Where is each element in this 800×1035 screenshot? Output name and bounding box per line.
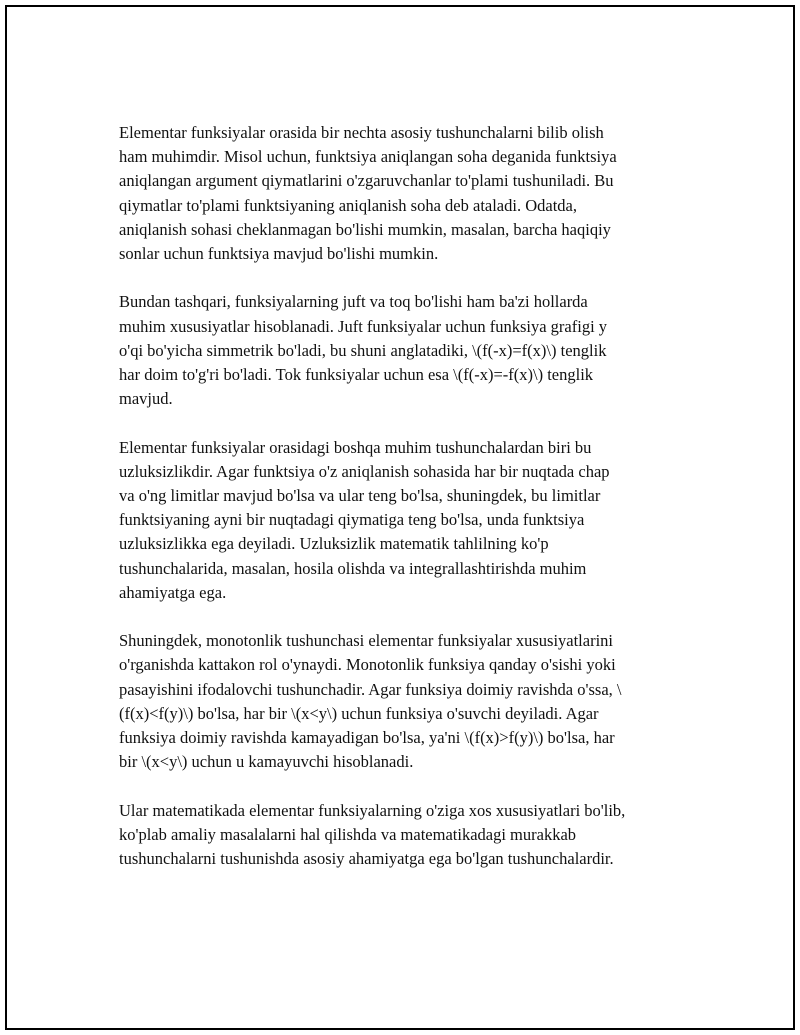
paragraph-domain: Elementar funksiyalar orasida bir nechta asosiy tushunchalarni bilib olish ham muhimdir. Misol uchun, funktsiya aniqlangan soha deganida funktsiya aniqlangan argument qiymatlarini o'zgaruvchanlar to'plami tushuniladi. Bu qiymatlar to'plami funktsiyaning aniqlanish soha deb ataladi. Odatda, aniqlanish sohasi cheklanmagan bo'lishi mumkin, masalan, barcha haqiqiy sonlar uchun funktsiya mavjud bo'lishi mumkin. [119,123,617,264]
document-page [5,5,795,1030]
paragraph-monotonicity: Shuningdek, monotonlik tushunchasi elementar funksiyalar xususiyatlarini o'rganishda kattakon rol o'ynaydi. Monotonlik funksiya qanday o'sishi yoki pasayishini ifodalovchi tushunchadir. Agar funksiya doimiy ravishda o'ssa, \ (f(x)<f(y)\) bo'lsa, har bir \(x<y\) uchun funksiya o'suvchi deyiladi. Agar funksiya doimiy ravishda kamayadigan bo'lsa, ya'ni \(f(x)>f(y)\) bo'lsa, har bir \(x<y\) uchun u kamayuvchi hisoblanadi. [119,631,622,772]
document-body [119,121,689,895]
paragraph-parity: Bundan tashqari, funksiyalarning juft va toq bo'lishi ham ba'zi hollarda muhim xususiyatlar hisoblanadi. Juft funksiyalar uchun funksiya grafigi y o'qi bo'yicha simmetrik bo'ladi, bu shuni anglatadiki, \(f(-x)=f(x)\) tenglik har doim to'g'ri bo'ladi. Tok funksiyalar uchun esa \(f(-x)=-f(x)\) tenglik mavjud. [119,292,608,409]
paragraph-continuity: Elementar funksiyalar orasidagi boshqa muhim tushunchalardan biri bu uzluksizlikdir. Agar funktsiya o'z aniqlanish sohasida har bir nuqtada chap va o'ng limitlar mavjud bo'lsa va ular teng bo'lsa, shuningdek, bu limitlar funktsiyaning ayni bir nuqtadagi qiymatiga teng bo'lsa, unda funktsiya uzluksizlikka ega deyiladi. Uzluksizlik matematik tahlilning ko'p tushunchalarida, masalan, hosila olishda va integrallashtirishda muhim ahamiyatga ega. [119,437,610,602]
paragraph-conclusion: Ular matematikada elementar funksiyalarning o'ziga xos xususiyatlari bo'lib, ko'plab amaliy masalalarni hal qilishda va matematikadagi murakkab tushunchalarni tushunishda asosiy ahamiyatga ega bo'lgan tushunchalardir. [119,800,626,869]
